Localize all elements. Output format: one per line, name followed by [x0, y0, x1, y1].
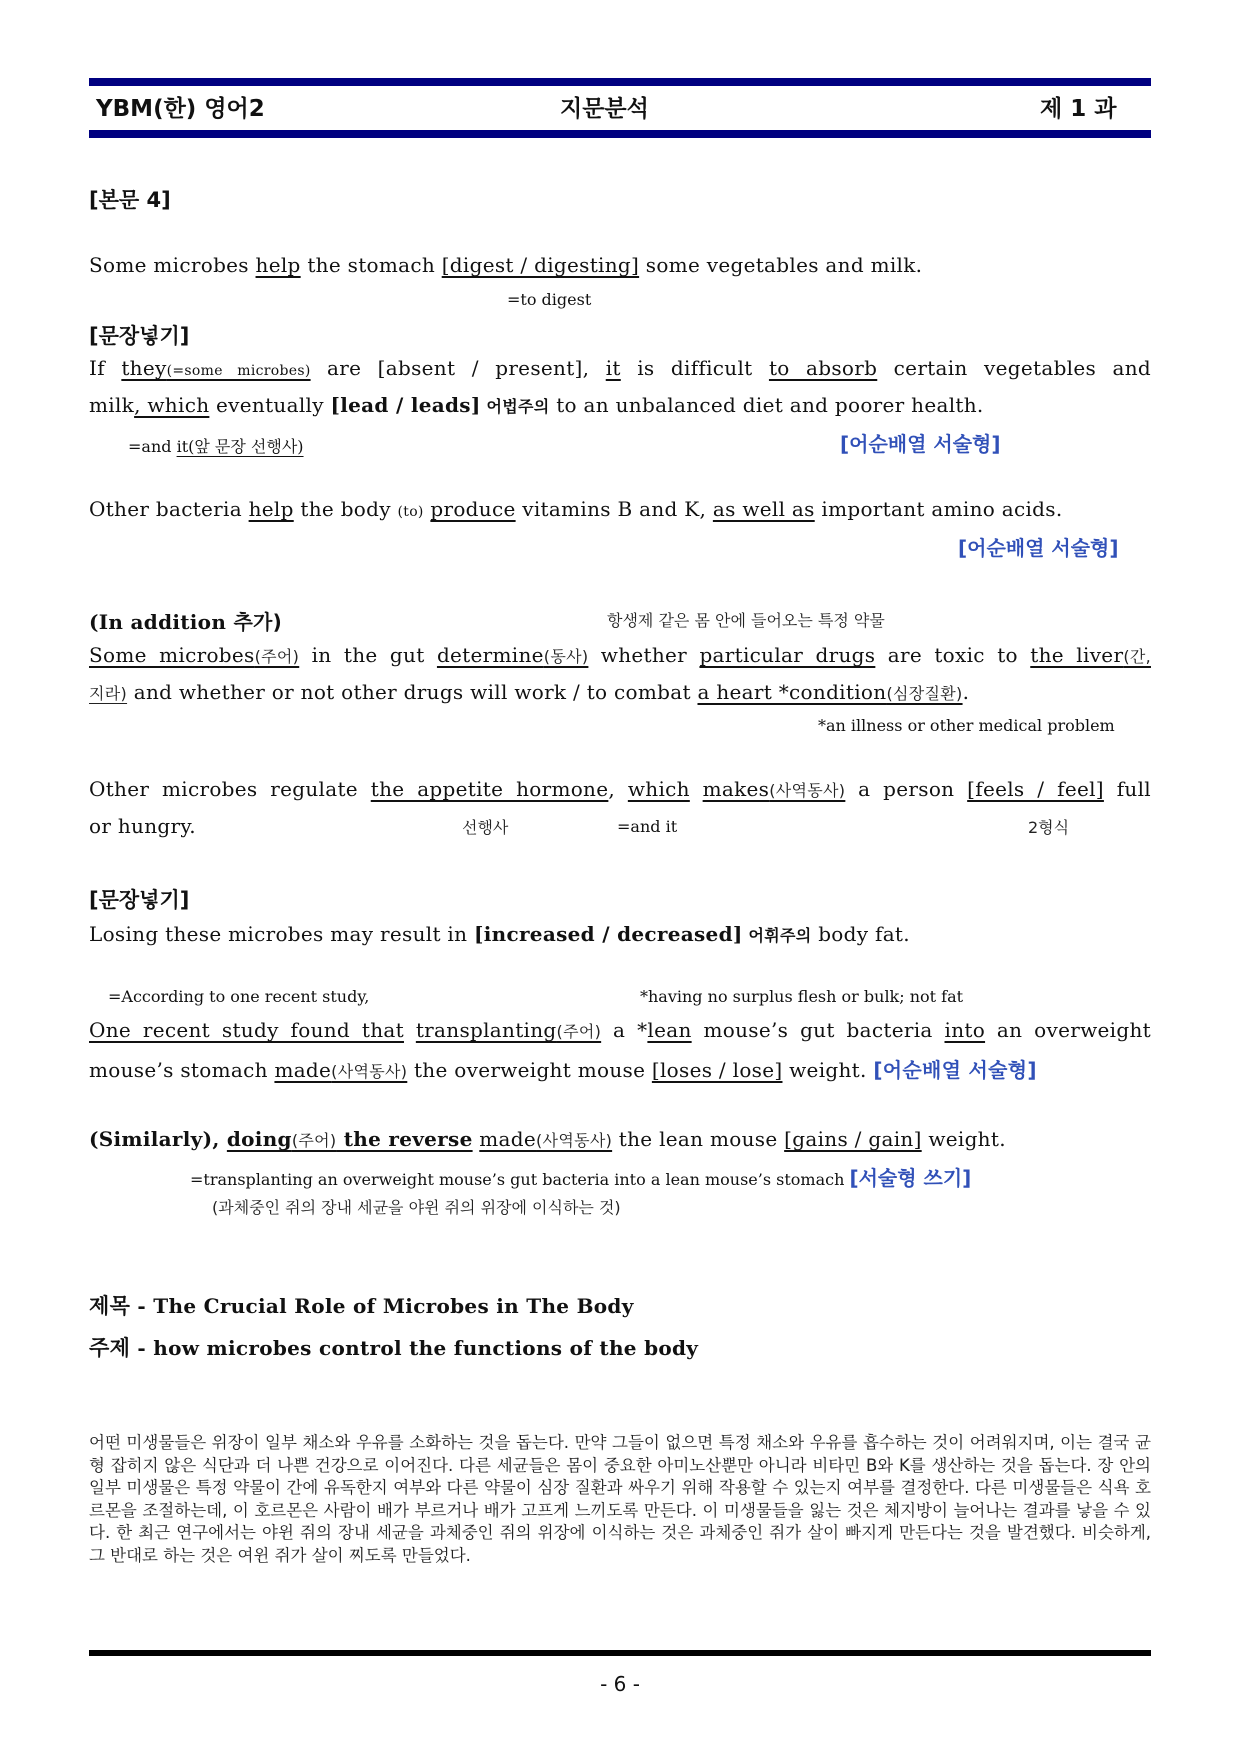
- note-2-form: 2형식: [1028, 818, 1070, 837]
- sentence-1-note: =to digest: [507, 290, 592, 309]
- task-tag-writing: [서술형 쓰기]: [849, 1166, 972, 1190]
- sentence-7-line2: mouse’s stomach made(사역동사) the overweight mouse [loses / lose] weight. [어순배열 서술형]: [89, 1058, 1037, 1082]
- according-note: =According to one recent study,: [108, 987, 370, 1006]
- header-center: 지문분석: [560, 96, 649, 122]
- sentence-2-line2: milk, which eventually [lead / leads] 어법주의 to an unbalanced diet and poorer health.: [89, 393, 984, 417]
- sentence-5-line1: Other microbes regulate the appetite hormone, which makes(사역동사) a person [feels / feel] full: [89, 777, 1151, 801]
- task-tag-reorder-1: [어순배열 서술형]: [840, 432, 1001, 456]
- sentence-4-line2: 지라) and whether or not other drugs will work / to combat a heart *condition(심장질환).: [89, 680, 970, 704]
- page-number: - 6 -: [600, 1672, 640, 1696]
- task-tag-reorder-2: [어순배열 서술형]: [958, 536, 1119, 560]
- header-right: 제 1 과: [1040, 96, 1117, 122]
- section-title: [본문 4]: [89, 188, 171, 212]
- title-line: 제목 - The Crucial Role of Microbes in The Body: [89, 1294, 634, 1318]
- note-and-it: =and it: [617, 817, 678, 836]
- korean-translation: 어떤 미생물들은 위장이 일부 채소와 우유를 소화하는 것을 돕는다. 만약 그들이 없으면 특정 채소와 우유를 흡수하는 것이 어려워지며, 이는 결국 균형 잡히지 않은 식단과 더 나쁜 건강으로 이어진다. 다른 세균들은 몸이 중요한 아미노산뿐만 아니라 비타민 B와 K를 생산하는 것을 돕는다. 장 안의 일부 미생물은 특정 약물이 간에 유독한지 여부와 다른 약물이 심장 질환과 싸우기 위해 작용할 수 있는지 여부를 결정한다. 다른 미생물들은 식욕 호르몬을 조절하는데, 이 호르몬은 사람이 배가 부르거나 배가 고프게 느끼도록 만든다. 이 미생물들을 잃는 것은 체지방이 늘어나는 결과를 낳을 수 있다. 한 최근 연구에서는 야윈 쥐의 장내 세균을 과체중인 쥐의 위장에 이식하는 것은 과체중인 쥐가 살이 빠지게 만든다는 것을 발견했다. 비슷하게, 그 반대로 하는 것은 여윈 쥐가 살이 찌도록 만들었다.: [89, 1433, 1152, 1565]
- sentence-8: (Similarly), doing(주어) the reverse made(사역동사) the lean mouse [gains / gain] weight.: [89, 1127, 1006, 1151]
- insert-label-1: [문장넣기]: [89, 324, 190, 348]
- task-tag-reorder-3: [어순배열 서술형]: [873, 1058, 1037, 1082]
- theme-line: 주제 - how microbes control the functions of the body: [89, 1336, 699, 1360]
- reverse-note: =transplanting an overweight mouse’s gut bacteria into a lean mouse’s stomach [서술형 쓰기]: [190, 1166, 972, 1190]
- reverse-ko-note: (과체중인 쥐의 장내 세균을 야윈 쥐의 위장에 이식하는 것): [212, 1198, 621, 1217]
- sentence-2-note: =and it(앞 문장 선행사): [128, 437, 304, 456]
- header-left: YBM(한) 영어2: [96, 96, 265, 122]
- sentence-3: Other bacteria help the body (to) produce vitamins B and K, as well as important amino acids.: [89, 497, 1063, 521]
- lean-footnote: *having no surplus flesh or bulk; not fat: [640, 987, 964, 1006]
- header-bottom-bar: [89, 130, 1151, 138]
- header-top-bar: [89, 78, 1151, 86]
- condition-footnote: *an illness or other medical problem: [818, 716, 1115, 735]
- sentence-4-line1: Some microbes(주어) in the gut determine(동사) whether particular drugs are toxic to the liver(간,: [89, 643, 1151, 667]
- sentence-7-line1: One recent study found that transplanting(주어) a *lean mouse’s gut bacteria into an overweight: [89, 1018, 1151, 1042]
- insert-label-2: [문장넣기]: [89, 888, 190, 912]
- sentence-6: Losing these microbes may result in [increased / decreased] 어휘주의 body fat.: [89, 922, 910, 946]
- sentence-5-line2: or hungry.: [89, 814, 196, 838]
- sentence-2-line1: If they(=some microbes) are [absent / present], it is difficult to absorb certain vegetables and: [89, 356, 1152, 380]
- footer-rule: [89, 1650, 1151, 1656]
- drug-hint: 항생제 같은 몸 안에 들어오는 특정 약물: [607, 611, 885, 630]
- in-addition-heading: (In addition 추가): [89, 610, 283, 634]
- sentence-1: Some microbes help the stomach [digest / digesting] some vegetables and milk.: [89, 253, 923, 277]
- note-antecedent: 선행사: [462, 818, 509, 837]
